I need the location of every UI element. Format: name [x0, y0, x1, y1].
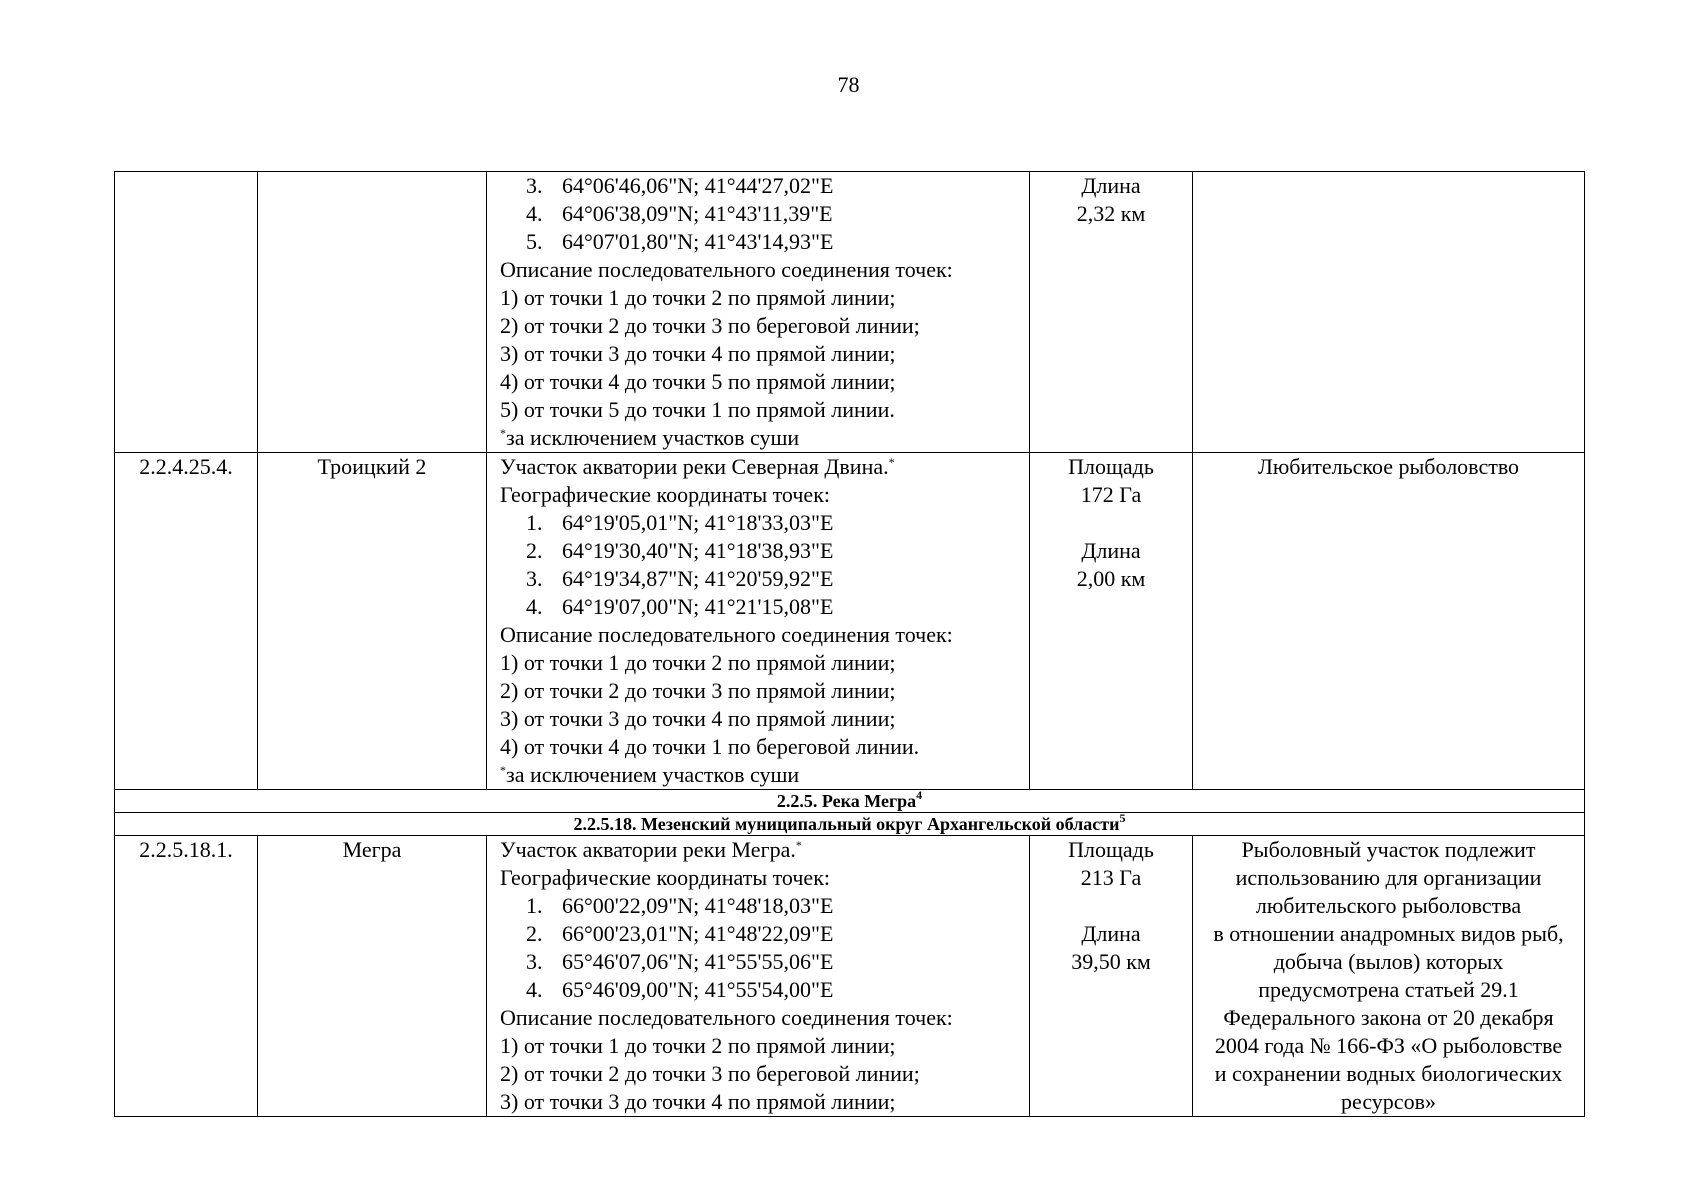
coordinate-point: 2. 66°00'23,01"N; 41°48'22,09"E [526, 921, 834, 946]
length-value: 2,32 км [1076, 201, 1146, 226]
row-number-cell: 2.2.5.18.1. [115, 836, 258, 1117]
connection-step: 3) от точки 3 до точки 4 по прямой линии; [500, 1089, 896, 1114]
connection-step: 4) от точки 4 до точки 1 по береговой линии. [500, 734, 920, 759]
coordinate-point: 4. 65°46'09,00"N; 41°55'54,00"E [526, 977, 834, 1002]
length-value: 39,50 км [1071, 949, 1151, 974]
row-number-cell [115, 172, 258, 453]
row-description-cell [487, 172, 1030, 453]
area-description: Участок акватории реки Мегра.* [500, 837, 802, 862]
coordinates-title: Географические координаты точек: [500, 482, 830, 507]
row-name-cell: Мегра [258, 836, 487, 1117]
row-description-cell [487, 836, 1030, 1117]
section-header-row [115, 813, 1585, 836]
coordinate-point: 3. 64°06'46,06"N; 41°44'27,02"E [526, 173, 834, 198]
coordinate-point: 1. 66°00'22,09"N; 41°48'18,03"E [526, 893, 834, 918]
row-description-cell [487, 453, 1030, 790]
coordinate-point: 2. 64°19'30,40"N; 41°18'38,93"E [526, 538, 834, 563]
coordinate-point: 4. 64°06'38,09"N; 41°43'11,39"E [526, 201, 833, 226]
use-text-line: Федерального закона от 20 декабря [1223, 1005, 1554, 1030]
row-name-cell [258, 172, 487, 453]
connection-step: 2) от точки 2 до точки 3 по береговой линии; [500, 313, 920, 338]
footnote-note: *за исключением участков суши [500, 425, 800, 450]
area-value: 213 Га [1080, 865, 1142, 890]
section-river-title: 2.2.5. Река Мегра$^4$ [115, 790, 1585, 813]
use-text-line: в отношении анадромных видов рыб, [1213, 921, 1564, 946]
fishing-areas-table [114, 171, 1585, 1117]
use-text-line: любительского рыболовства [1255, 893, 1522, 918]
area-label: Площадь [1068, 454, 1154, 479]
table-row [115, 453, 1585, 790]
table-row [115, 836, 1585, 1117]
row-size-cell [1030, 172, 1193, 453]
row-size-cell [1030, 836, 1193, 1117]
coordinate-point: 3. 64°19'34,87"N; 41°20'59,92"E [526, 566, 834, 591]
coordinate-point: 4. 64°19'07,00"N; 41°21'15,08"E [526, 594, 834, 619]
area-value: 172 Га [1080, 482, 1142, 507]
footnote-note: *за исключением участков суши [500, 762, 800, 787]
use-text-line: использованию для организации [1235, 865, 1542, 890]
length-label: Длина [1081, 538, 1141, 563]
row-use-cell: Любительское рыболовство [1193, 453, 1585, 790]
connection-step: 4) от точки 4 до точки 5 по прямой линии; [500, 369, 896, 394]
connection-step: 1) от точки 1 до точки 2 по прямой линии; [500, 650, 896, 675]
connection-step: 3) от точки 3 до точки 4 по прямой линии; [500, 341, 896, 366]
connection-step: 1) от точки 1 до точки 2 по прямой линии; [500, 1033, 896, 1058]
section-header-row [115, 790, 1585, 813]
area-label: Площадь [1068, 837, 1154, 862]
length-value: 2,00 км [1076, 566, 1146, 591]
coordinate-point: 5. 64°07'01,80"N; 41°43'14,93"E [526, 229, 834, 254]
description-title: Описание последовательного соединения точек: [500, 1005, 953, 1030]
use-text-line: ресурсов» [1341, 1089, 1436, 1114]
use-text-line: Рыболовный участок подлежит [1241, 837, 1536, 862]
connection-step: 3) от точки 3 до точки 4 по прямой линии; [500, 706, 896, 731]
use-text-line: и сохранении водных биологических [1214, 1061, 1563, 1086]
row-use-cell [1193, 172, 1585, 453]
coordinate-point: 3. 65°46'07,06"N; 41°55'55,06"E [526, 949, 834, 974]
length-label: Длина [1081, 921, 1141, 946]
connection-step: 5) от точки 5 до точки 1 по прямой линии. [500, 397, 895, 422]
page-number: 78 [837, 72, 860, 97]
row-size-cell [1030, 453, 1193, 790]
use-text-line: 2004 года № 166-ФЗ «О рыболовстве [1214, 1033, 1563, 1058]
row-number-cell: 2.2.4.25.4. [115, 453, 258, 790]
use-text-line: добыча (вылов) которых [1273, 949, 1504, 974]
coordinates-title: Географические координаты точек: [500, 865, 830, 890]
connection-step: 2) от точки 2 до точки 3 по прямой линии; [500, 678, 896, 703]
description-title: Описание последовательного соединения точек: [500, 257, 953, 282]
connection-step: 2) от точки 2 до точки 3 по береговой линии; [500, 1061, 920, 1086]
connection-step: 1) от точки 1 до точки 2 по прямой линии; [500, 285, 896, 310]
use-text-line: предусмотрена статьей 29.1 [1258, 977, 1519, 1002]
coordinate-point: 1. 64°19'05,01"N; 41°18'33,03"E [526, 510, 834, 535]
description-title: Описание последовательного соединения точек: [500, 622, 953, 647]
table-row [115, 172, 1585, 453]
section-district-title: 2.2.5.18. Мезенский муниципальный округ Архангельской области$^5$ [115, 813, 1585, 836]
row-use-cell [1193, 836, 1585, 1117]
area-description: Участок акватории реки Северная Двина.* [500, 454, 895, 479]
row-name-cell: Троицкий 2 [258, 453, 487, 790]
length-label: Длина [1081, 173, 1141, 198]
